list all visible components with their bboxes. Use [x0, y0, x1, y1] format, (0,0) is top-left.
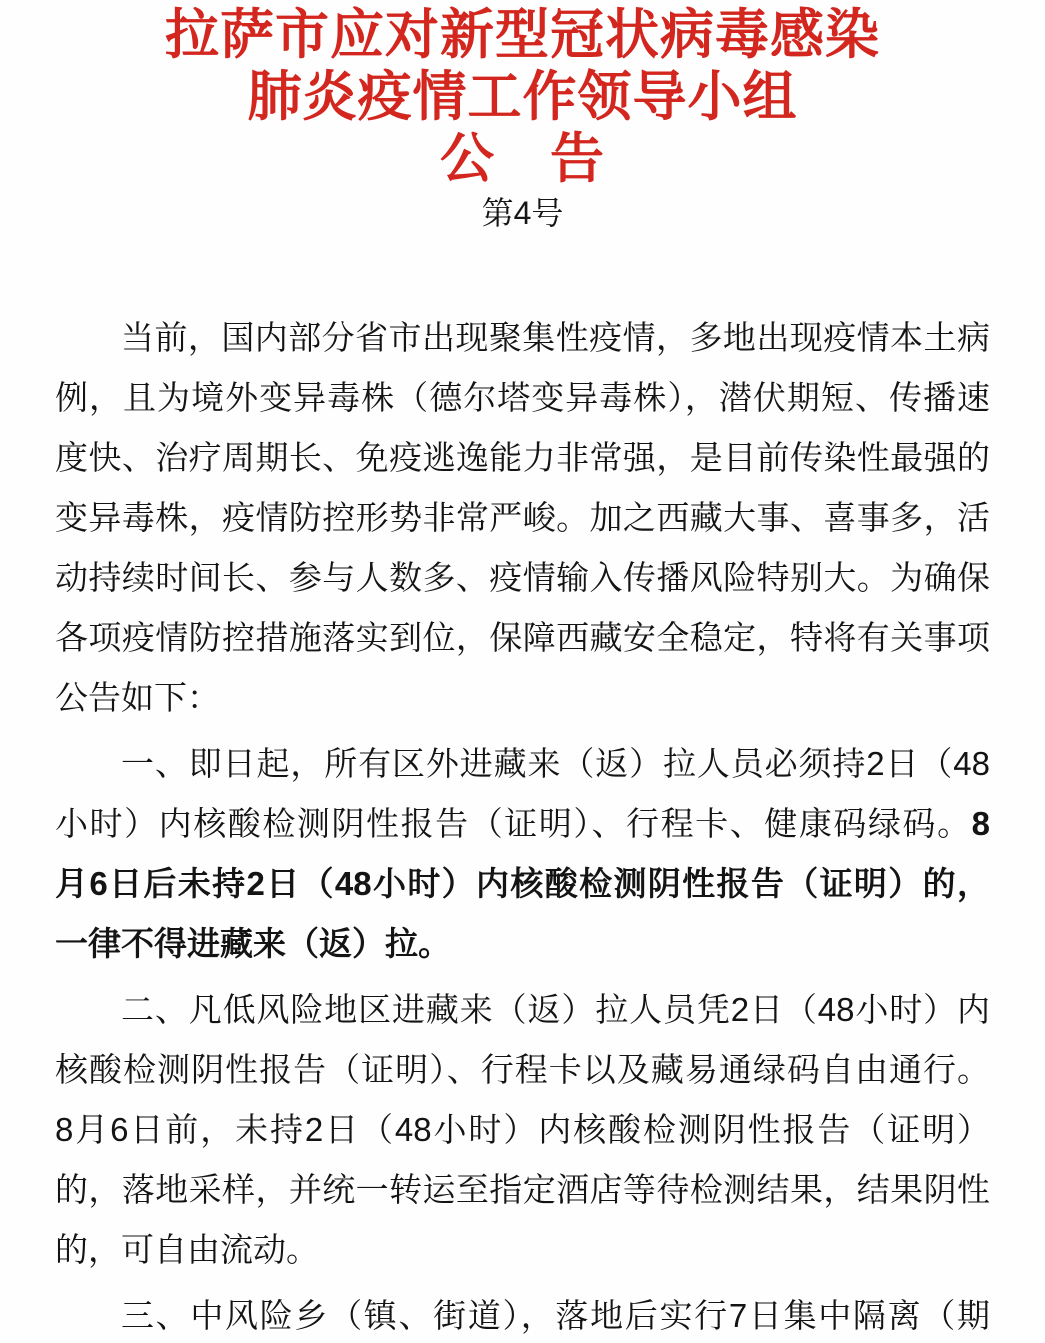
- body-text: 动持续时间长、参与人数多、疫情输入传播风险特别大。为确保: [55, 559, 990, 596]
- body-line: [55, 1160, 990, 1220]
- body-text: 例，且为境外变异毒株（德尔塔变异毒株），潜伏期短、传播速: [55, 379, 990, 416]
- body-text: 公告如下：: [55, 679, 220, 716]
- body-line: [55, 368, 990, 428]
- body-text-bold: 8: [971, 805, 990, 842]
- body-text: 核酸检测阴性报告（证明）、行程卡以及藏易通绿码自由通行。: [55, 1051, 990, 1088]
- body-line: [55, 854, 990, 914]
- body-line: [55, 980, 990, 1040]
- issue-number: 第4号: [481, 195, 564, 231]
- body-text: 当前，国内部分省市出现聚集性疫情，多地出现疫情本土病: [121, 319, 990, 356]
- body-text: 一、即日起，所有区外进藏来（返）拉人员必须持2日（48: [121, 745, 990, 782]
- body-text: 的，落地采样，并统一转运至指定酒店等待检测结果，结果阴性: [55, 1171, 990, 1208]
- body-line: [55, 1100, 990, 1160]
- body-text: 的，可自由流动。: [55, 1231, 319, 1268]
- body-text: 小时）内核酸检测阴性报告（证明）、行程卡、健康码绿码。: [55, 805, 972, 842]
- title-line-3: 公 告: [440, 129, 605, 189]
- body-line: [55, 488, 990, 548]
- body-line: [55, 308, 990, 368]
- body-line: [55, 794, 990, 854]
- body-text: 8月6日前，未持2日（48小时）内核酸检测阴性报告（证明）: [55, 1111, 990, 1148]
- body-text: 各项疫情防控措施落实到位，保障西藏安全稳定，特将有关事项: [55, 619, 990, 656]
- body-text: 三、中风险乡（镇、街道），落地后实行7日集中隔离（期: [121, 1297, 990, 1334]
- title-line-1: 拉萨市应对新型冠状病毒感染: [165, 5, 880, 65]
- body-text: 变异毒株，疫情防控形势非常严峻。加之西藏大事、喜事多，活: [55, 499, 990, 536]
- body-line: [55, 914, 990, 974]
- title-line-2: 肺炎疫情工作领导小组: [247, 67, 798, 127]
- body-line: [55, 1286, 990, 1343]
- body-line: [55, 1040, 990, 1100]
- body-line: [55, 428, 990, 488]
- body-line: [55, 548, 990, 608]
- body-text: 度快、治疗周期长、免疫逃逸能力非常强，是目前传染性最强的: [55, 439, 990, 476]
- body-line: [55, 608, 990, 668]
- body-text: 二、凡低风险地区进藏来（返）拉人员凭2日（48小时）内: [121, 991, 990, 1028]
- announcement-header: [0, 0, 1045, 234]
- body-line: [55, 1220, 990, 1280]
- announcement-body: [55, 308, 990, 1343]
- body-text-bold: 月6日后未持2日（48小时）内核酸检测阴性报告（证明）的，: [55, 865, 990, 902]
- body-line: [55, 668, 990, 728]
- body-text-bold: 一律不得进藏来（返）拉。: [55, 925, 451, 962]
- body-line: [55, 734, 990, 794]
